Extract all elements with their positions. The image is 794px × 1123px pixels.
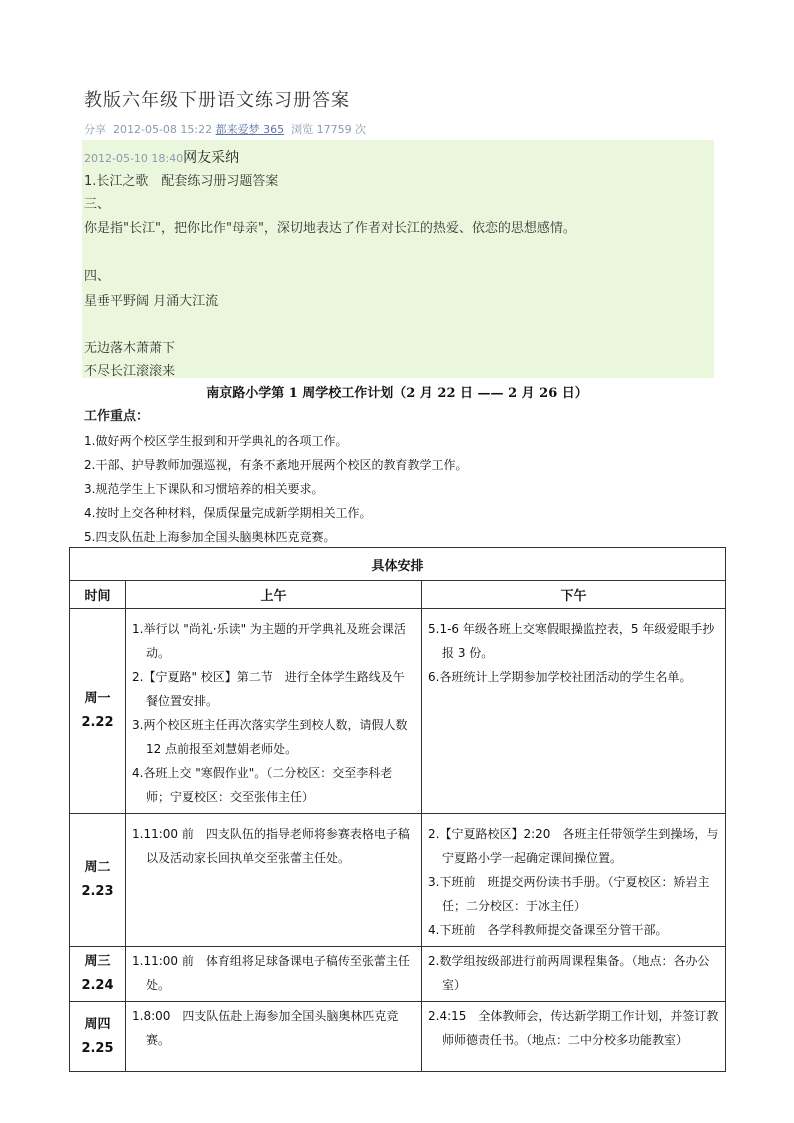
am-item: 1.8:00 四支队伍赴上海参加全国头脑奥林匹克竞赛。: [132, 1009, 399, 1047]
views-unit: 次: [355, 123, 367, 136]
am-cell: [126, 814, 422, 947]
focus-item: 4.按时上交各种材料，保质保量完成新学期相关工作。: [84, 506, 372, 520]
post-meta: [84, 121, 366, 137]
plan-title: 南京路小学第 1 周学校工作计划（2 月 22 日 —— 2 月 26 日）: [206, 386, 588, 401]
day-name: 周四: [84, 1016, 111, 1032]
table-row: [70, 947, 726, 1002]
pm-item: 6.各班统计上学期参加学校社团活动的学生名单。: [428, 670, 692, 684]
am-item: 1.11:00 前 体育组将足球备课电子稿传至张蕾主任处。: [132, 954, 410, 992]
table-row: [70, 548, 726, 581]
table-row: [70, 609, 726, 814]
day-date: 2.25: [81, 1040, 114, 1056]
views-count: 17759: [316, 123, 352, 136]
day-name: 周二: [84, 860, 111, 875]
views-label: 浏览: [291, 123, 314, 136]
answer-line: 星垂平野阔 月涌大江流: [84, 294, 219, 309]
pm-item: 2.数学组按级部进行前两周课程集备。（地点：各办公室）: [428, 954, 710, 992]
answer-line: 无边落木萧萧下: [84, 341, 176, 356]
answer-date: 2012-05-10 18:40: [84, 152, 184, 165]
page-title: 教版六年级下册语文练习册答案: [84, 90, 350, 111]
column-header-time: 时间: [70, 581, 126, 609]
pm-item: 4.下班前 各学科教师提交备课至分管干部。: [428, 923, 668, 937]
am-cell: [126, 947, 422, 1002]
am-item: 2.【宁夏路" 校区】第二节 进行全体学生路线及午餐位置安排。: [132, 670, 405, 708]
pm-cell: [422, 947, 726, 1002]
day-name: 周三: [84, 954, 111, 969]
am-item: 1.11:00 前 四支队伍的指导老师将参赛表格电子稿以及活动家长回执单交至张蕾主任处。: [132, 827, 410, 865]
answer-line: 1.长江之歌 配套练习册习题答案: [84, 174, 279, 189]
column-header-pm: 下午: [422, 581, 726, 609]
column-header-am: 上午: [126, 581, 422, 609]
pm-cell: [422, 814, 726, 947]
answer-line: 三、: [84, 197, 111, 212]
day-cell: [70, 1002, 126, 1072]
author-link[interactable]: 都来爱梦 365: [215, 123, 285, 136]
day-cell: [70, 609, 126, 814]
pm-item: 2.4:15 全体教师会，传达新学期工作计划，并签订教师师德责任书。（地点：二中分校多功能教室）: [428, 1009, 719, 1047]
am-item: 1.举行以 "尚礼·乐读" 为主题的开学典礼及班会课活动。: [132, 622, 406, 660]
am-item: 4.各班上交 "寒假作业"。（二分校区：交至李科老师；宁夏校区：交至张伟主任）: [132, 766, 393, 804]
pm-cell: [422, 609, 726, 814]
day-cell: [70, 814, 126, 947]
answer-line: 不尽长江滚滚来: [84, 364, 176, 379]
pm-cell: [422, 1002, 726, 1072]
day-name: 周一: [84, 691, 111, 706]
day-date: 2.24: [81, 978, 114, 993]
table-row: [70, 581, 726, 609]
pm-item: 3.下班前 班提交两份读书手册。（宁夏校区：矫岩主任；二分校区：于冰主任）: [428, 875, 710, 913]
answer-header: [84, 147, 239, 167]
day-date: 2.23: [81, 884, 114, 899]
answer-label: 网友采纳: [183, 150, 240, 166]
focus-item: 1.做好两个校区学生报到和开学典礼的各项工作。: [84, 434, 348, 448]
am-item: 3.两个校区班主任再次落实学生到校人数，请假人数 12 点前报至刘慧娟老师处。: [132, 718, 408, 756]
schedule-table: [69, 547, 726, 1072]
post-date: 2012-05-08 15:22: [113, 123, 213, 136]
pm-item: 2.【宁夏路校区】2:20 各班主任带领学生到操场，与宁夏路小学一起确定课间操位置。: [428, 827, 719, 865]
pm-item: 5.1-6 年级各班上交寒假眼操监控表，5 年级爱眼手抄报 3 份。: [428, 622, 715, 660]
accepted-answer-box: [82, 140, 714, 378]
am-cell: [126, 1002, 422, 1072]
table-row: [70, 1002, 726, 1072]
answer-line: 四、: [84, 269, 111, 284]
day-cell: [70, 947, 126, 1002]
answer-line: 你是指"长江"，把你比作"母亲"，深切地表达了作者对长江的热爱、依恋的思想感情。: [84, 221, 576, 236]
focus-item: 5.四支队伍赴上海参加全国头脑奥林匹克竞赛。: [84, 530, 336, 544]
schedule-caption: 具体安排: [70, 548, 726, 581]
table-row: [70, 814, 726, 947]
focus-item: 3.规范学生上下课队和习惯培养的相关要求。: [84, 482, 324, 496]
day-date: 2.22: [81, 715, 114, 730]
focus-item: 2.干部、护导教师加强巡视，有条不紊地开展两个校区的教育教学工作。: [84, 458, 468, 472]
focus-heading: 工作重点：: [84, 409, 150, 424]
share-link[interactable]: 分享: [84, 123, 106, 136]
am-cell: [126, 609, 422, 814]
